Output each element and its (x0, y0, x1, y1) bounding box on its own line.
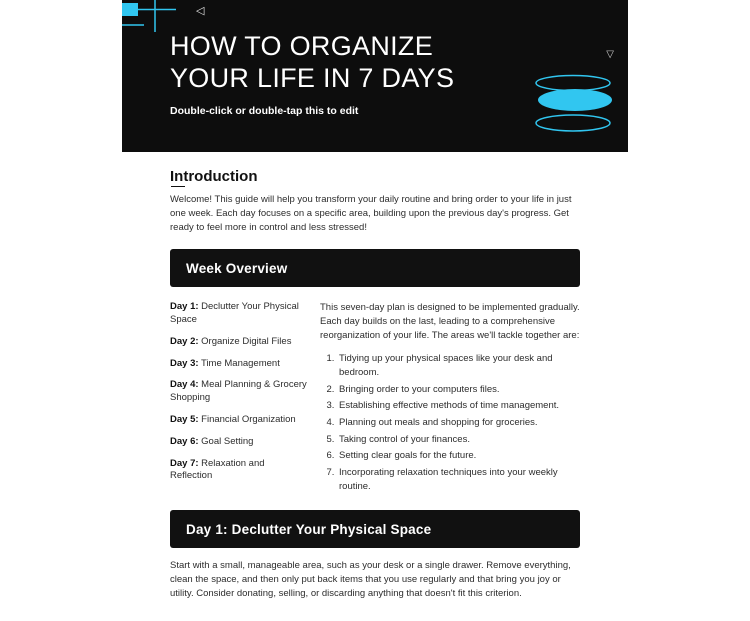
down-triangle-icon: ▽ (606, 49, 614, 60)
day1-paragraph[interactable]: Start with a small, manageable area, such as your desk or a single drawer. Remove everything, clean the space, and then only put back items that you use regularly and that bring you joy or utility. Consider donating, selling, or discarding anything that doesn't fit this criterion. (170, 560, 571, 600)
day-text: Meal Planning & Grocery Shopping (170, 379, 307, 404)
day-label: Day 4: (170, 379, 199, 391)
day-list-item[interactable] (170, 414, 308, 427)
day-list-item[interactable] (170, 301, 308, 327)
day-list-item[interactable] (170, 336, 308, 349)
overview-numbered-list (320, 352, 580, 493)
day-text: Organize Digital Files (201, 335, 292, 347)
day-text: Relaxation and Reflection (170, 457, 265, 482)
introduction-paragraph[interactable]: Welcome! This guide will help you transform your daily routine and bring order to your life in just one week. Each day focuses on a specific area, building upon the previous day's progress. Get ready to feel more in control and less stressed! (170, 194, 572, 234)
day-list (170, 301, 308, 496)
day-label: Day 3: (170, 357, 199, 369)
overview-list-item[interactable]: 4. Planning out meals and shopping for groceries. (337, 416, 580, 430)
week-overview-description (320, 301, 580, 496)
day-text: Time Management (200, 357, 280, 369)
day-text: Goal Setting (201, 435, 254, 447)
day-label: Day 6: (170, 435, 199, 447)
day1-banner[interactable] (170, 510, 580, 548)
day-text: Financial Organization (201, 414, 296, 426)
introduction-heading-text: Introduction (170, 168, 258, 185)
day-text: Declutter Your Physical Space (170, 301, 299, 325)
week-overview-heading: Week Overview (186, 260, 288, 276)
overview-list-item[interactable]: 1. Tidying up your physical spaces like your desk and bedroom. (337, 352, 580, 380)
grid-decoration-icon (122, 0, 176, 32)
section-heading-introduction[interactable] (170, 168, 580, 185)
day-label: Day 2: (170, 335, 199, 347)
day-label: Day 5: (170, 414, 199, 426)
week-overview-columns (170, 301, 580, 496)
document-body (122, 168, 628, 621)
day1-heading: Day 1: Declutter Your Physical Space (186, 521, 432, 537)
edit-hint-text[interactable]: Double-click or double-tap this to edit (170, 105, 359, 118)
overview-list-item[interactable]: 6. Setting clear goals for the future. (337, 449, 580, 463)
document-title[interactable]: HOW TO ORGANIZE YOUR LIFE IN 7 DAYS (170, 31, 455, 93)
document-header[interactable] (122, 0, 628, 152)
day-list-item[interactable] (170, 379, 308, 405)
overview-list-item[interactable]: 3. Establishing effective methods of time management. (337, 399, 580, 413)
document-page (122, 0, 628, 621)
text-caret (171, 186, 185, 187)
day-label: Day 1: (170, 301, 199, 313)
day-list-item[interactable] (170, 436, 308, 449)
overview-list-item[interactable]: 5. Taking control of your finances. (337, 433, 580, 447)
overview-list-item[interactable]: 7. Incorporating relaxation techniques into your weekly routine. (337, 466, 580, 494)
day-label: Day 7: (170, 457, 199, 469)
week-overview-banner[interactable] (170, 249, 580, 287)
day-list-item[interactable] (170, 358, 308, 371)
day-list-item[interactable] (170, 458, 308, 484)
left-triangle-icon: ◁ (196, 5, 205, 17)
overview-list-item[interactable]: 2. Bringing order to your computers files. (337, 383, 580, 397)
week-overview-intro-paragraph[interactable]: This seven-day plan is designed to be implemented gradually. Each day builds on the last, leading to a comprehensive reorganization of your life. The areas we'll tackle together are: (320, 302, 580, 342)
ellipse-stack-decoration-icon (532, 74, 614, 136)
